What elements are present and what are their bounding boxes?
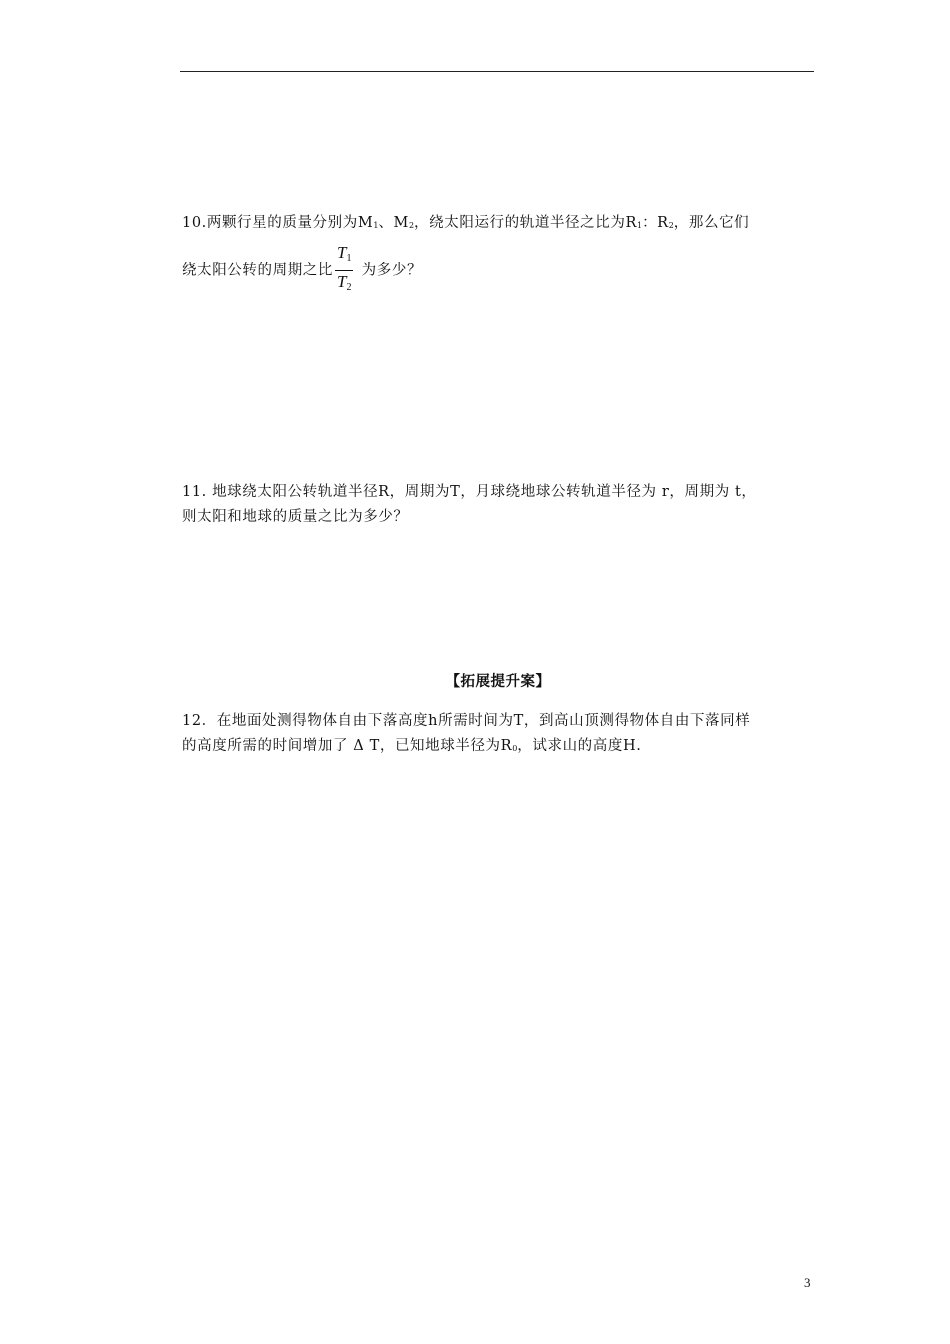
q12-text-b: ，试求山的高度H. [517, 738, 642, 754]
section-heading: 【拓展提升案】 [445, 674, 551, 690]
q10-subscript-m1: 1 [373, 221, 379, 230]
q10-text-d: ：R [642, 215, 669, 231]
header-rule [180, 71, 814, 72]
period-ratio-fraction [335, 242, 353, 299]
q10-subscript-r1: 1 [636, 221, 643, 230]
question-10-line-2 [182, 242, 814, 299]
question-11-line-1: 11. 地球绕太阳公转轨道半径R，周期为T，月球绕地球公转轨道半径为 r，周期为 t， [182, 484, 757, 500]
question-10 [182, 211, 814, 299]
page-number: 3 [804, 1275, 811, 1290]
q10-line2-after: 为多少？ [356, 262, 423, 279]
question-11-line-2: 则太阳和地球的质量之比为多少？ [182, 509, 409, 525]
question-12-line-2 [182, 734, 814, 761]
q12-text-a: 的高度所需的时间增加了 Δ T，已知地球半径为R [182, 738, 513, 754]
question-10-line-1 [182, 211, 814, 238]
q10-text-e: ，那么它们 [673, 215, 750, 231]
fraction-numerator [335, 242, 353, 270]
q10-subscript-r2: 2 [668, 221, 674, 230]
q12-subscript-r0: 0 [512, 744, 518, 753]
denominator-symbol: T [337, 272, 347, 291]
numerator-symbol: T [337, 243, 347, 262]
question-12 [182, 709, 814, 761]
question-11 [182, 480, 814, 530]
question-12-line-1: 12．在地面处测得物体自由下落高度h所需时间为T，到高山顶测得物体自由下落同样 [182, 713, 751, 729]
q10-line2-before: 绕太阳公转的周期之比 [182, 262, 333, 279]
fraction-denominator [335, 271, 353, 299]
q10-text-b: 、M [378, 215, 409, 231]
denominator-subscript: 2 [346, 282, 352, 293]
q10-subscript-m2: 2 [408, 221, 415, 230]
q10-text-c: ，绕太阳运行的轨道半径之比为R [414, 215, 637, 231]
q10-text-a: 10.两颗行星的质量分别为M [182, 215, 374, 231]
numerator-subscript: 1 [346, 253, 352, 264]
